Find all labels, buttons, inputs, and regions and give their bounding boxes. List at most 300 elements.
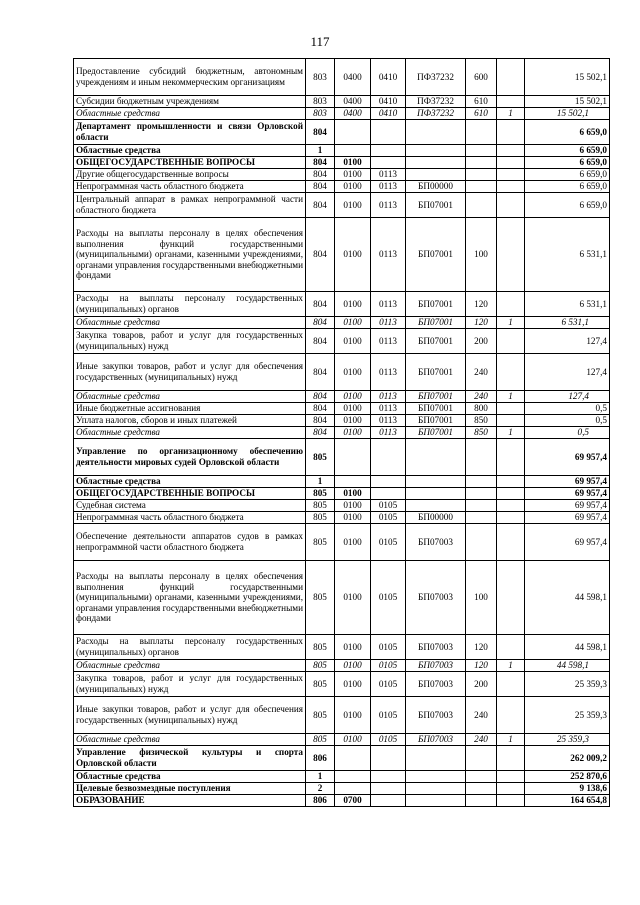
row-amount-cell: 69 957,4 [525, 476, 610, 488]
row-section-cell: 0100 [335, 218, 371, 292]
row-ved-cell: 804 [306, 181, 335, 193]
row-amount-cell: 6 659,0 [525, 145, 610, 157]
row-section-cell: 0100 [335, 635, 371, 660]
row-source-cell: 1 [497, 317, 525, 329]
row-source-cell [497, 120, 525, 145]
row-expense-type-cell [466, 157, 497, 169]
row-name-cell: Управление физической культуры и спорта Орловской области [74, 746, 306, 771]
row-expense-type-cell: 120 [466, 292, 497, 317]
row-ved-cell: 804 [306, 403, 335, 415]
row-source-cell [497, 145, 525, 157]
row-ved-cell: 1 [306, 771, 335, 783]
row-name-cell: Областные средства [74, 317, 306, 329]
row-amount-cell: 6 531,1 [525, 317, 610, 329]
table-row [74, 771, 610, 783]
row-ved-cell: 804 [306, 157, 335, 169]
row-ved-cell: 1 [306, 476, 335, 488]
row-source-cell [497, 512, 525, 524]
row-source-cell [497, 783, 525, 795]
row-section-cell [335, 145, 371, 157]
row-amount-cell: 164 654,8 [525, 795, 610, 807]
row-amount-cell: 0,5 [525, 403, 610, 415]
row-amount-cell: 69 957,4 [525, 524, 610, 561]
row-amount-cell: 25 359,3 [525, 672, 610, 697]
row-name-cell: Областные средства [74, 771, 306, 783]
row-section-cell [335, 746, 371, 771]
row-subsection-cell: 0113 [371, 292, 406, 317]
row-amount-cell: 69 957,4 [525, 500, 610, 512]
row-subsection-cell: 0113 [371, 317, 406, 329]
row-section-cell: 0100 [335, 391, 371, 403]
row-section-cell [335, 771, 371, 783]
row-amount-cell: 6 531,1 [525, 218, 610, 292]
row-ved-cell: 804 [306, 391, 335, 403]
table-row [74, 795, 610, 807]
row-source-cell: 1 [497, 427, 525, 439]
row-name-cell: Центральный аппарат в рамках непрограммной части областного бюджета [74, 193, 306, 218]
row-amount-cell: 262 009,2 [525, 746, 610, 771]
row-source-cell [497, 218, 525, 292]
row-target-cell: БП07001 [406, 403, 466, 415]
row-name-cell: Предоставление субсидий бюджетным, автономным учреждениям и иным некоммерческим организациям [74, 59, 306, 96]
table-row [74, 59, 610, 96]
row-subsection-cell: 0410 [371, 96, 406, 108]
table-row [74, 403, 610, 415]
row-source-cell [497, 771, 525, 783]
row-section-cell: 0100 [335, 561, 371, 635]
row-source-cell [497, 524, 525, 561]
row-target-cell: БП07001 [406, 193, 466, 218]
table-row [74, 439, 610, 476]
row-name-cell: Непрограммная часть областного бюджета [74, 181, 306, 193]
row-source-cell: 1 [497, 734, 525, 746]
row-section-cell: 0100 [335, 697, 371, 734]
row-subsection-cell: 0105 [371, 635, 406, 660]
row-ved-cell: 805 [306, 512, 335, 524]
row-source-cell [497, 488, 525, 500]
row-name-cell: Уплата налогов, сборов и иных платежей [74, 415, 306, 427]
table-row [74, 218, 610, 292]
row-ved-cell: 803 [306, 108, 335, 120]
row-name-cell: Областные средства [74, 391, 306, 403]
row-expense-type-cell: 200 [466, 329, 497, 354]
row-expense-type-cell [466, 746, 497, 771]
row-ved-cell: 805 [306, 635, 335, 660]
row-ved-cell: 804 [306, 120, 335, 145]
row-section-cell: 0400 [335, 96, 371, 108]
row-expense-type-cell: 240 [466, 697, 497, 734]
row-expense-type-cell: 240 [466, 734, 497, 746]
row-target-cell: БП07001 [406, 329, 466, 354]
row-source-cell [497, 329, 525, 354]
table-row [74, 635, 610, 660]
row-target-cell: БП00000 [406, 512, 466, 524]
row-amount-cell: 6 659,0 [525, 157, 610, 169]
row-section-cell: 0400 [335, 108, 371, 120]
row-ved-cell: 805 [306, 561, 335, 635]
row-expense-type-cell: 610 [466, 108, 497, 120]
row-ved-cell: 805 [306, 672, 335, 697]
row-name-cell: ОБЩЕГОСУДАРСТВЕННЫЕ ВОПРОСЫ [74, 488, 306, 500]
row-section-cell: 0100 [335, 734, 371, 746]
table-row [74, 292, 610, 317]
row-name-cell: Управление по организационному обеспечению деятельности мировых судей Орловской области [74, 439, 306, 476]
row-target-cell: БП00000 [406, 181, 466, 193]
row-ved-cell: 804 [306, 354, 335, 391]
row-target-cell [406, 500, 466, 512]
row-expense-type-cell: 100 [466, 218, 497, 292]
budget-table [73, 58, 610, 807]
row-target-cell: БП07001 [406, 354, 466, 391]
row-subsection-cell [371, 157, 406, 169]
table-row [74, 391, 610, 403]
row-section-cell: 0100 [335, 317, 371, 329]
row-ved-cell: 805 [306, 697, 335, 734]
row-amount-cell: 6 659,0 [525, 120, 610, 145]
row-target-cell: БП07003 [406, 734, 466, 746]
table-row [74, 145, 610, 157]
row-target-cell: БП07003 [406, 524, 466, 561]
row-section-cell: 0400 [335, 59, 371, 96]
row-section-cell: 0100 [335, 524, 371, 561]
row-expense-type-cell [466, 169, 497, 181]
table-row [74, 561, 610, 635]
row-expense-type-cell [466, 181, 497, 193]
row-section-cell: 0100 [335, 500, 371, 512]
row-expense-type-cell [466, 524, 497, 561]
row-expense-type-cell [466, 512, 497, 524]
row-expense-type-cell: 120 [466, 317, 497, 329]
row-ved-cell: 804 [306, 193, 335, 218]
row-subsection-cell [371, 439, 406, 476]
row-amount-cell: 127,4 [525, 391, 610, 403]
row-amount-cell: 6 659,0 [525, 181, 610, 193]
budget-table-body [74, 59, 610, 807]
row-amount-cell: 9 138,6 [525, 783, 610, 795]
row-expense-type-cell: 120 [466, 635, 497, 660]
row-amount-cell: 127,4 [525, 329, 610, 354]
row-ved-cell: 1 [306, 145, 335, 157]
row-target-cell: БП07001 [406, 415, 466, 427]
table-row [74, 476, 610, 488]
row-subsection-cell [371, 783, 406, 795]
row-target-cell [406, 488, 466, 500]
row-section-cell: 0100 [335, 672, 371, 697]
row-section-cell: 0100 [335, 292, 371, 317]
row-name-cell: Закупка товаров, работ и услуг для государственных (муниципальных) нужд [74, 672, 306, 697]
row-ved-cell: 805 [306, 734, 335, 746]
row-name-cell: Областные средства [74, 427, 306, 439]
row-ved-cell: 805 [306, 660, 335, 672]
row-amount-cell: 69 957,4 [525, 512, 610, 524]
row-subsection-cell: 0105 [371, 672, 406, 697]
row-amount-cell: 25 359,3 [525, 697, 610, 734]
row-subsection-cell [371, 476, 406, 488]
row-expense-type-cell [466, 500, 497, 512]
table-row [74, 181, 610, 193]
row-source-cell [497, 439, 525, 476]
row-target-cell [406, 120, 466, 145]
row-name-cell: ОБЩЕГОСУДАРСТВЕННЫЕ ВОПРОСЫ [74, 157, 306, 169]
row-name-cell: Расходы на выплаты персоналу в целях обеспечения выполнения функций государственными (муниципальными) органами, казенными учреждениями, органами управления государственными внебюджетными фондами [74, 561, 306, 635]
row-expense-type-cell: 100 [466, 561, 497, 635]
row-subsection-cell [371, 120, 406, 145]
row-section-cell: 0100 [335, 193, 371, 218]
row-target-cell: БП07003 [406, 697, 466, 734]
row-amount-cell: 6 659,0 [525, 193, 610, 218]
row-target-cell: ПФ37232 [406, 108, 466, 120]
row-ved-cell: 804 [306, 427, 335, 439]
row-name-cell: Департамент промышленности и связи Орловской области [74, 120, 306, 145]
row-expense-type-cell: 240 [466, 391, 497, 403]
row-amount-cell: 69 957,4 [525, 439, 610, 476]
row-section-cell [335, 476, 371, 488]
row-amount-cell: 15 502,1 [525, 108, 610, 120]
row-ved-cell: 804 [306, 329, 335, 354]
row-ved-cell: 804 [306, 317, 335, 329]
row-ved-cell: 804 [306, 292, 335, 317]
row-subsection-cell [371, 145, 406, 157]
table-row [74, 415, 610, 427]
row-subsection-cell: 0105 [371, 561, 406, 635]
table-row [74, 108, 610, 120]
table-row [74, 169, 610, 181]
row-amount-cell: 69 957,4 [525, 488, 610, 500]
row-target-cell: БП07003 [406, 561, 466, 635]
table-row [74, 672, 610, 697]
row-name-cell: Закупка товаров, работ и услуг для государственных (муниципальных) нужд [74, 329, 306, 354]
row-name-cell: Расходы на выплаты персоналу государственных (муниципальных) органов [74, 292, 306, 317]
row-source-cell: 1 [497, 391, 525, 403]
row-ved-cell: 805 [306, 500, 335, 512]
row-name-cell: Иные бюджетные ассигнования [74, 403, 306, 415]
row-source-cell [497, 59, 525, 96]
row-expense-type-cell [466, 795, 497, 807]
row-source-cell [497, 292, 525, 317]
row-section-cell: 0100 [335, 660, 371, 672]
row-name-cell: Целевые безвозмездные поступления [74, 783, 306, 795]
row-amount-cell: 44 598,1 [525, 635, 610, 660]
table-row [74, 488, 610, 500]
row-subsection-cell: 0105 [371, 524, 406, 561]
row-subsection-cell [371, 795, 406, 807]
row-expense-type-cell [466, 193, 497, 218]
page-number: 117 [310, 34, 330, 49]
row-expense-type-cell [466, 783, 497, 795]
row-target-cell [406, 476, 466, 488]
row-amount-cell: 15 502,1 [525, 59, 610, 96]
row-name-cell: Областные средства [74, 108, 306, 120]
row-target-cell: БП07001 [406, 427, 466, 439]
row-source-cell [497, 193, 525, 218]
row-amount-cell: 0,5 [525, 427, 610, 439]
row-target-cell: БП07003 [406, 635, 466, 660]
table-row [74, 317, 610, 329]
row-amount-cell: 6 659,0 [525, 169, 610, 181]
row-target-cell: ПФ37232 [406, 59, 466, 96]
row-ved-cell: 805 [306, 488, 335, 500]
row-source-cell [497, 403, 525, 415]
row-source-cell [497, 96, 525, 108]
row-amount-cell: 6 531,1 [525, 292, 610, 317]
table-row [74, 524, 610, 561]
row-name-cell: Обеспечение деятельности аппаратов судов в рамках непрограммной части областного бюджета [74, 524, 306, 561]
row-subsection-cell [371, 488, 406, 500]
row-expense-type-cell: 600 [466, 59, 497, 96]
row-name-cell: ОБРАЗОВАНИЕ [74, 795, 306, 807]
row-source-cell [497, 672, 525, 697]
row-ved-cell: 805 [306, 439, 335, 476]
table-row [74, 697, 610, 734]
row-subsection-cell: 0113 [371, 427, 406, 439]
row-subsection-cell: 0105 [371, 512, 406, 524]
row-name-cell: Областные средства [74, 734, 306, 746]
row-section-cell: 0100 [335, 329, 371, 354]
table-row [74, 660, 610, 672]
table-row [74, 329, 610, 354]
row-source-cell: 1 [497, 660, 525, 672]
row-ved-cell: 804 [306, 415, 335, 427]
row-source-cell [497, 157, 525, 169]
row-ved-cell: 803 [306, 96, 335, 108]
row-target-cell [406, 795, 466, 807]
row-target-cell: БП07001 [406, 317, 466, 329]
row-section-cell: 0100 [335, 403, 371, 415]
row-expense-type-cell: 610 [466, 96, 497, 108]
row-expense-type-cell [466, 771, 497, 783]
row-target-cell: БП07003 [406, 660, 466, 672]
row-subsection-cell: 0113 [371, 181, 406, 193]
table-row [74, 427, 610, 439]
row-subsection-cell: 0113 [371, 329, 406, 354]
row-section-cell: 0100 [335, 427, 371, 439]
row-source-cell [497, 415, 525, 427]
row-name-cell: Иные закупки товаров, работ и услуг для обеспечения государственных (муниципальных) нужд [74, 354, 306, 391]
row-subsection-cell [371, 771, 406, 783]
row-expense-type-cell [466, 476, 497, 488]
row-subsection-cell: 0113 [371, 169, 406, 181]
row-section-cell: 0100 [335, 488, 371, 500]
row-name-cell: Расходы на выплаты персоналу государственных (муниципальных) органов [74, 635, 306, 660]
row-ved-cell: 806 [306, 795, 335, 807]
row-subsection-cell: 0105 [371, 697, 406, 734]
row-subsection-cell: 0113 [371, 354, 406, 391]
table-row [74, 193, 610, 218]
row-name-cell: Расходы на выплаты персоналу в целях обеспечения выполнения функций государственными (муниципальными) органами, казенными учреждениями, органами управления государственными внебюджетными фондами [74, 218, 306, 292]
table-row [74, 734, 610, 746]
table-row [74, 746, 610, 771]
row-source-cell [497, 476, 525, 488]
table-row [74, 354, 610, 391]
row-subsection-cell: 0105 [371, 734, 406, 746]
row-subsection-cell: 0113 [371, 415, 406, 427]
row-amount-cell: 252 870,6 [525, 771, 610, 783]
row-amount-cell: 25 359,3 [525, 734, 610, 746]
row-target-cell [406, 783, 466, 795]
row-subsection-cell: 0410 [371, 59, 406, 96]
row-section-cell: 0100 [335, 169, 371, 181]
row-section-cell: 0100 [335, 354, 371, 391]
row-section-cell: 0100 [335, 157, 371, 169]
row-expense-type-cell [466, 145, 497, 157]
row-expense-type-cell [466, 439, 497, 476]
row-subsection-cell [371, 746, 406, 771]
table-row [74, 120, 610, 145]
row-amount-cell: 44 598,1 [525, 660, 610, 672]
row-source-cell [497, 746, 525, 771]
row-expense-type-cell [466, 488, 497, 500]
row-name-cell: Иные закупки товаров, работ и услуг для обеспечения государственных (муниципальных) нужд [74, 697, 306, 734]
row-subsection-cell: 0113 [371, 218, 406, 292]
row-ved-cell: 804 [306, 218, 335, 292]
row-subsection-cell: 0105 [371, 500, 406, 512]
row-name-cell: Субсидии бюджетным учреждениям [74, 96, 306, 108]
row-name-cell: Судебная система [74, 500, 306, 512]
row-source-cell [497, 795, 525, 807]
row-target-cell: БП07001 [406, 218, 466, 292]
row-section-cell: 0100 [335, 181, 371, 193]
row-amount-cell: 0,5 [525, 415, 610, 427]
row-name-cell: Областные средства [74, 476, 306, 488]
row-target-cell [406, 746, 466, 771]
row-section-cell: 0100 [335, 415, 371, 427]
row-source-cell [497, 169, 525, 181]
row-name-cell: Областные средства [74, 145, 306, 157]
row-section-cell [335, 783, 371, 795]
row-section-cell: 0700 [335, 795, 371, 807]
row-target-cell [406, 145, 466, 157]
row-target-cell: БП07001 [406, 391, 466, 403]
row-source-cell [497, 500, 525, 512]
row-expense-type-cell: 800 [466, 403, 497, 415]
row-subsection-cell: 0113 [371, 403, 406, 415]
row-subsection-cell: 0410 [371, 108, 406, 120]
table-row [74, 783, 610, 795]
row-source-cell [497, 561, 525, 635]
row-subsection-cell: 0113 [371, 193, 406, 218]
row-name-cell: Другие общегосударственные вопросы [74, 169, 306, 181]
row-source-cell [497, 354, 525, 391]
row-name-cell: Непрограммная часть областного бюджета [74, 512, 306, 524]
table-row [74, 500, 610, 512]
row-name-cell: Областные средства [74, 660, 306, 672]
table-row [74, 512, 610, 524]
row-ved-cell: 804 [306, 169, 335, 181]
row-expense-type-cell: 240 [466, 354, 497, 391]
table-row [74, 96, 610, 108]
table-row [74, 157, 610, 169]
row-ved-cell: 805 [306, 524, 335, 561]
row-ved-cell: 2 [306, 783, 335, 795]
row-subsection-cell: 0105 [371, 660, 406, 672]
row-amount-cell: 15 502,1 [525, 96, 610, 108]
row-source-cell [497, 181, 525, 193]
row-source-cell [497, 635, 525, 660]
row-target-cell: ПФ37232 [406, 96, 466, 108]
row-expense-type-cell: 850 [466, 427, 497, 439]
row-source-cell: 1 [497, 108, 525, 120]
row-section-cell [335, 439, 371, 476]
row-amount-cell: 127,4 [525, 354, 610, 391]
row-expense-type-cell: 120 [466, 660, 497, 672]
row-target-cell [406, 157, 466, 169]
row-source-cell [497, 697, 525, 734]
row-expense-type-cell [466, 120, 497, 145]
row-expense-type-cell: 850 [466, 415, 497, 427]
row-target-cell: БП07003 [406, 672, 466, 697]
row-target-cell [406, 439, 466, 476]
row-target-cell: БП07001 [406, 292, 466, 317]
